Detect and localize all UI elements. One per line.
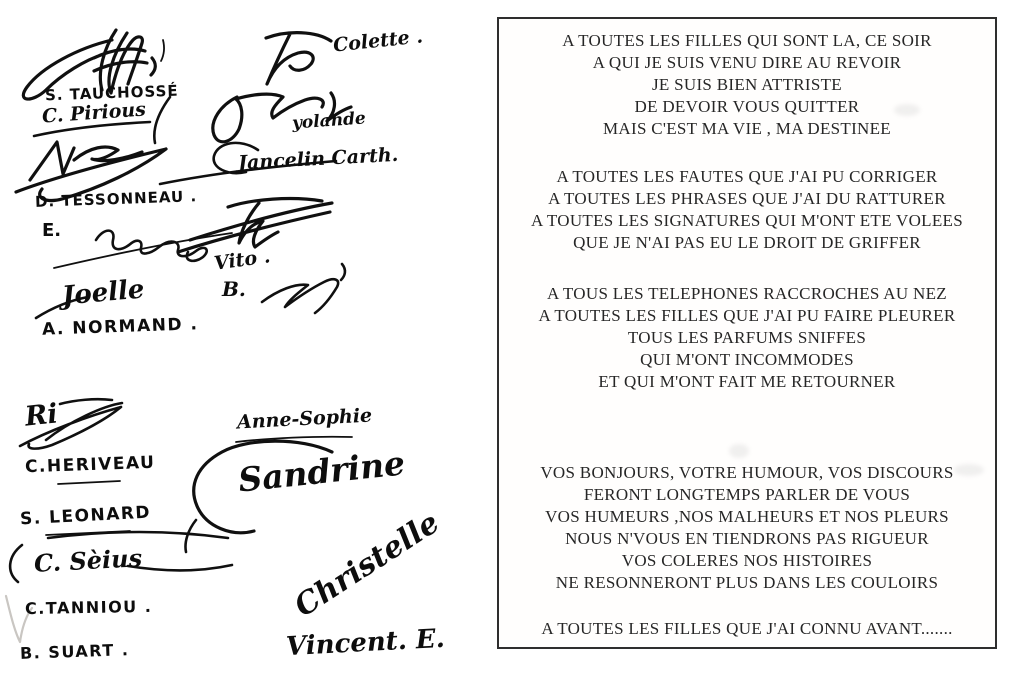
signatures-panel: [0, 0, 497, 673]
signature-tessonneau: D. TESSONNEAU .: [34, 187, 198, 211]
signature-underline-heriveau: [58, 481, 120, 484]
signature-scribble-juji: [178, 199, 332, 252]
signature-normand: A. NORMAND .: [41, 314, 199, 340]
signature-anne-sophie: Anne-Sophie: [236, 404, 373, 434]
poem-line: A TOUTES LES PHRASES QUE J'AI DU RATTURER: [548, 189, 946, 208]
signature-scribble-e-scrawl: [96, 231, 207, 261]
signature-pirious: C. Pirious: [41, 98, 147, 128]
poem-line: VOS HUMEURS ,NOS MALHEURS ET NOS PLEURS: [545, 507, 949, 526]
signature-scribble-e-line: [54, 233, 232, 268]
poem-line: A TOUTES LES FILLES QUE J'AI PU FAIRE PLEURER: [538, 306, 956, 325]
poem-stanza-2: [499, 166, 995, 254]
poem-stanza-4: [499, 462, 995, 594]
poem-line: A TOUTES LES FAUTES QUE J'AI PU CORRIGER: [556, 167, 938, 186]
poem-line: VOS COLERES NOS HISTOIRES: [621, 551, 873, 570]
signature-scribble-colette: [266, 33, 331, 84]
poem-line: DE DEVOIR VOUS QUITTER: [634, 97, 860, 116]
poem-line: A TOUTES LES SIGNATURES QUI M'ONT ETE VOLEES: [531, 211, 963, 230]
signature-sandrine: Sandrine: [236, 443, 407, 500]
signature-christelle: Christelle: [288, 505, 446, 625]
signature-leonard: S. LEONARD: [19, 502, 152, 530]
signature-jancelin: Jancelin Carth.: [237, 143, 399, 175]
signature-tauchosse: S. TAUCHOSSÉ: [44, 81, 179, 105]
signature-ri: Ri: [23, 398, 60, 433]
poem-stanza-3: [499, 283, 995, 393]
poem-line: NE RESONNERONT PLUS DANS LES COULOIRS: [555, 573, 939, 592]
poem-line: A TOUS LES TELEPHONES RACCROCHES AU NEZ: [547, 284, 947, 303]
signature-heriveau: C.HERIVEAU: [24, 452, 156, 478]
poem-line: FERONT LONGTEMPS PARLER DE VOUS: [583, 485, 911, 504]
signature-suart: B. SUART .: [19, 640, 130, 663]
poem-line: JE SUIS BIEN ATTRISTE: [651, 75, 842, 94]
poem-stanza-1: [499, 30, 995, 140]
poem-line: MAIS C'EST MA VIE , MA DESTINEE: [602, 119, 891, 138]
signature-tanniou: C.TANNIOU .: [24, 596, 153, 619]
poem-line: A QUI JE SUIS VENU DIRE AU REVOIR: [592, 53, 902, 72]
signature-e-initial: E.: [42, 220, 62, 241]
signature-scribble-tick: [161, 40, 164, 61]
poem-line: A TOUTES LES FILLES QUI SONT LA, CE SOIR: [562, 31, 932, 50]
signature-seius: C. Sèius: [33, 543, 143, 578]
signature-yolande: yolande: [291, 108, 367, 134]
signature-vincent: Vincent. E.: [285, 623, 446, 663]
signature-joelle: Joelle: [60, 274, 146, 312]
poem-line: A TOUTES LES FILLES QUE J'AI CONNU AVANT.......: [541, 619, 953, 638]
signature-colette: Colette .: [332, 25, 424, 57]
signature-b-initial: B.: [222, 277, 246, 301]
poem-line: QUE JE N'AI PAS EU LE DROIT DE GRIFFER: [573, 233, 921, 252]
signature-vito: Vito .: [212, 245, 272, 275]
poem-line: ET QUI M'ONT FAIT ME RETOURNER: [598, 372, 896, 391]
scan-artifact: [729, 444, 749, 458]
poem-line: QUI M'ONT INCOMMODES: [640, 350, 854, 369]
poem-panel: [497, 17, 997, 649]
poem-closing: [499, 618, 995, 640]
poem-line: NOUS N'VOUS EN TIENDRONS PAS RIGUEUR: [565, 529, 929, 548]
signature-scribble-b: [262, 264, 345, 313]
scan-artifact: [894, 104, 920, 116]
poem-line: TOUS LES PARFUMS SNIFFES: [627, 328, 867, 347]
poem-line: VOS BONJOURS, VOTRE HUMOUR, VOS DISCOURS: [540, 463, 954, 482]
scan-artifact: [954, 464, 984, 476]
